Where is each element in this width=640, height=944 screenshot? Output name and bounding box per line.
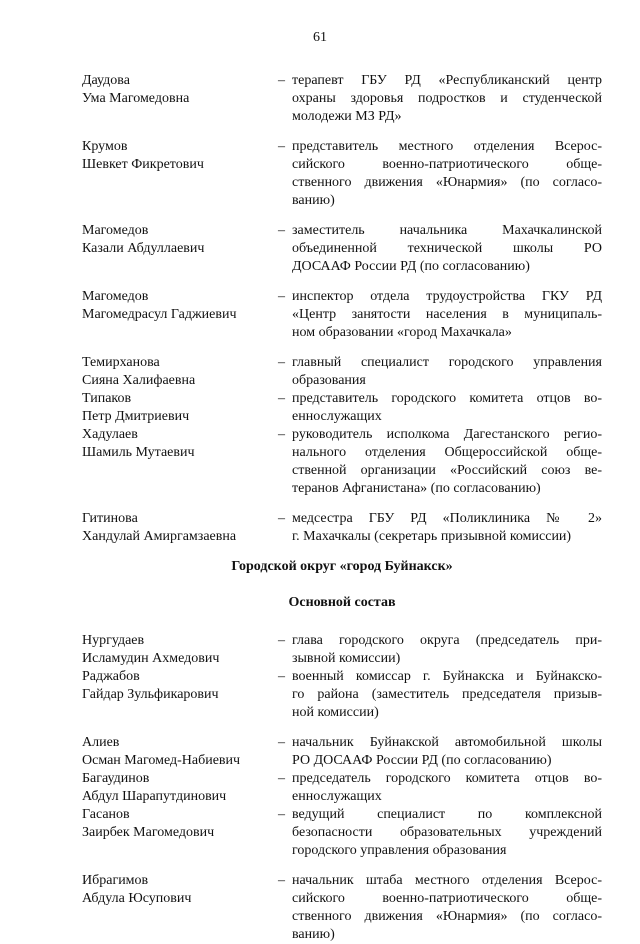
member-row (82, 288, 602, 342)
member-given-name: Шамиль Мутаевич (82, 445, 195, 460)
member-role (292, 222, 602, 276)
member-row (82, 390, 602, 426)
member-role (292, 872, 602, 944)
member-given-name: Абдула Юсупович (82, 891, 192, 906)
member-given-name: Исламудин Ахмедович (82, 651, 220, 666)
role-line: главный специалист городского управления (292, 355, 602, 370)
member-given-name: Абдул Шарапутдинович (82, 789, 227, 804)
role-line: ственного движения «Юнармия» (по согласо- (292, 175, 602, 190)
role-line: ной комиссии) (292, 705, 379, 720)
role-line: сийского военно-патриотического обще- (292, 891, 602, 906)
member-given-name: Заирбек Магомедович (82, 825, 215, 840)
member-name (82, 288, 278, 324)
member-given-name: Казали Абдуллаевич (82, 241, 205, 256)
member-name (82, 734, 278, 770)
role-line: ванию) (292, 193, 335, 208)
dash-separator: – (278, 73, 285, 88)
member-given-name: Шевкет Фикретович (82, 157, 204, 172)
role-line: представитель городского комитета отцов во- (292, 391, 602, 406)
member-name (82, 632, 278, 668)
role-line: инспектор отдела трудоустройства ГКУ РД (292, 289, 602, 304)
member-role (292, 510, 602, 546)
member-row (82, 770, 602, 806)
member-row (82, 632, 602, 668)
dash-separator: – (278, 735, 285, 750)
role-line: охраны здоровья подростков и студенческой (292, 91, 602, 106)
member-surname: Магомедов (82, 223, 149, 238)
member-role (292, 426, 602, 498)
member-name (82, 872, 278, 908)
member-role (292, 734, 602, 770)
member-surname: Гасанов (82, 807, 130, 822)
role-line: заместитель начальника Махачкалинской (292, 223, 602, 238)
role-line: председатель городского комитета отцов во- (292, 771, 602, 786)
member-row (82, 222, 602, 276)
spacer (82, 498, 602, 510)
member-surname: Алиев (82, 735, 120, 750)
role-line: объединенной технической школы РО (292, 241, 602, 256)
role-line: молодежи МЗ РД» (292, 109, 402, 124)
page-number: 61 (313, 30, 327, 45)
role-line: представитель местного отделения Всерос- (292, 139, 602, 154)
role-line: руководитель исполкома Дагестанского регио- (292, 427, 602, 442)
member-name (82, 426, 278, 462)
role-line: теранов Афганистана» (по согласованию) (292, 481, 541, 496)
role-line: ном образовании «город Махачкала» (292, 325, 512, 340)
role-line: сийского военно-патриотического обще- (292, 157, 602, 172)
role-line: еннослужащих (292, 409, 382, 424)
dash-separator: – (278, 669, 285, 684)
member-row (82, 510, 602, 546)
spacer (82, 276, 602, 288)
member-surname: Темирханова (82, 355, 160, 370)
member-surname: Раджабов (82, 669, 140, 684)
dash-separator: – (278, 289, 285, 304)
role-line: РО ДОСААФ России РД (по согласованию) (292, 753, 552, 768)
spacer (82, 342, 602, 354)
role-line: терапевт ГБУ РД «Республиканский центр (292, 73, 602, 88)
dash-separator: – (278, 511, 285, 526)
dash-separator: – (278, 633, 285, 648)
dash-separator: – (278, 771, 285, 786)
member-role (292, 72, 602, 126)
member-row (82, 668, 602, 722)
member-given-name: Хандулай Амиргамзаевна (82, 529, 237, 544)
role-line: военный комиссар г. Буйнакска и Буйнакско- (292, 669, 602, 684)
member-row (82, 806, 602, 860)
member-role (292, 806, 602, 860)
member-row (82, 354, 602, 390)
member-name (82, 222, 278, 258)
member-role (292, 288, 602, 342)
role-line: глава городского округа (председатель при- (292, 633, 602, 648)
spacer (82, 126, 602, 138)
role-line: го района (заместитель председателя призыв- (292, 687, 602, 702)
dash-separator: – (278, 873, 285, 888)
member-row (82, 138, 602, 210)
member-role (292, 668, 602, 722)
member-surname: Типаков (82, 391, 132, 406)
role-line: городского управления образования (292, 843, 507, 858)
member-surname: Крумов (82, 139, 128, 154)
member-given-name: Осман Магомед-Набиевич (82, 753, 241, 768)
member-surname: Ибрагимов (82, 873, 149, 888)
spacer (82, 722, 602, 734)
member-name (82, 72, 278, 108)
member-name (82, 390, 278, 426)
spacer (82, 210, 602, 222)
member-surname: Хадулаев (82, 427, 138, 442)
role-line: образования (292, 373, 366, 388)
member-surname: Даудова (82, 73, 130, 88)
member-given-name: Сияна Халифаевна (82, 373, 196, 388)
member-name (82, 668, 278, 704)
dash-separator: – (278, 223, 285, 238)
member-given-name: Магомедрасул Гаджиевич (82, 307, 237, 322)
member-name (82, 354, 278, 390)
dash-separator: – (278, 355, 285, 370)
document-body (82, 72, 602, 944)
member-name (82, 138, 278, 174)
role-line: ДОСААФ России РД (по согласованию) (292, 259, 530, 274)
member-given-name: Петр Дмитриевич (82, 409, 190, 424)
member-given-name: Ума Магомедовна (82, 91, 190, 106)
commission-list-buynaksk (82, 632, 602, 944)
role-line: нального отделения Общероссийской обще- (292, 445, 602, 460)
subsection-title: Основной состав (288, 595, 396, 610)
role-line: зывной комиссии) (292, 651, 401, 666)
dash-separator: – (278, 139, 285, 154)
member-surname: Магомедов (82, 289, 149, 304)
dash-separator: – (278, 391, 285, 406)
dash-separator: – (278, 427, 285, 442)
member-row (82, 426, 602, 498)
role-line: начальник Буйнакской автомобильной школы (292, 735, 602, 750)
role-line: ванию) (292, 927, 335, 942)
member-role (292, 354, 602, 390)
role-line: начальник штаба местного отделения Всерос- (292, 873, 602, 888)
member-surname: Нургудаев (82, 633, 145, 648)
member-given-name: Гайдар Зульфикарович (82, 687, 219, 702)
member-surname: Багаудинов (82, 771, 150, 786)
member-role (292, 138, 602, 210)
section-title: Городской округ «город Буйнакск» (231, 559, 453, 574)
member-name (82, 510, 278, 546)
member-role (292, 390, 602, 426)
role-line: г. Махачкалы (секретарь призывной комиссии) (292, 529, 572, 544)
member-name (82, 806, 278, 842)
member-role (292, 770, 602, 806)
member-role (292, 632, 602, 668)
dash-separator: – (278, 807, 285, 822)
spacer (82, 860, 602, 872)
member-name (82, 770, 278, 806)
role-line: ственного движения «Юнармия» (по согласо- (292, 909, 602, 924)
role-line: еннослужащих (292, 789, 382, 804)
role-line: медсестра ГБУ РД «Поликлиника № 2» (292, 511, 602, 526)
role-line: «Центр занятости населения в муниципаль- (292, 307, 602, 322)
member-row (82, 734, 602, 770)
member-surname: Гитинова (82, 511, 138, 526)
role-line: безопасности образовательных учреждений (292, 825, 602, 840)
commission-list-makhachkala (82, 72, 602, 546)
role-line: ведущий специалист по комплексной (292, 807, 602, 822)
member-row (82, 72, 602, 126)
role-line: ственной организации «Российский союз ве- (292, 463, 602, 478)
member-row (82, 872, 602, 944)
